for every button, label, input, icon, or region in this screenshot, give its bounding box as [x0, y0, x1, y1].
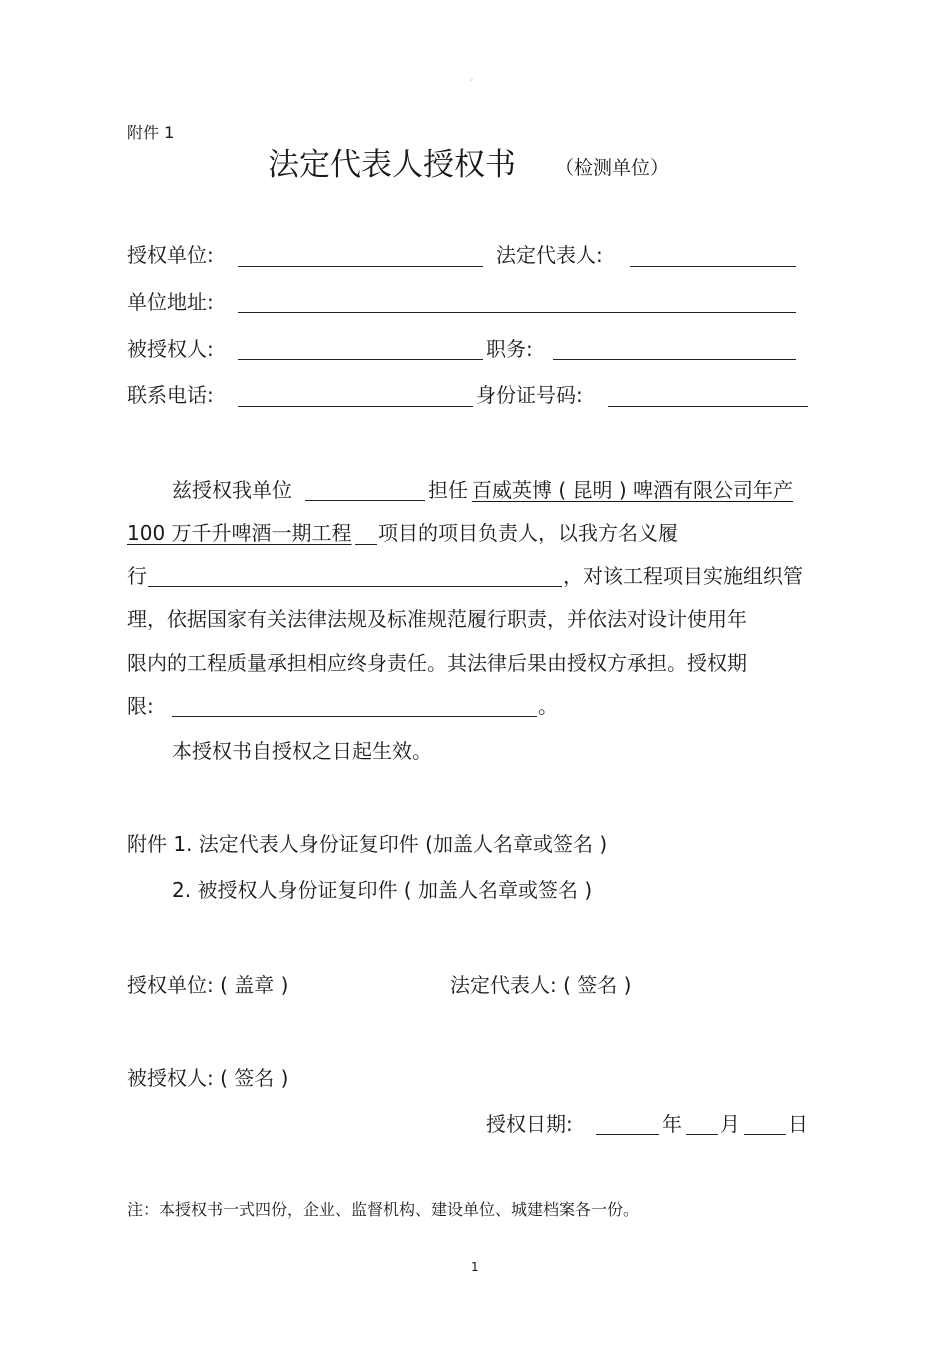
authorized-person-label: 被授权人:	[127, 337, 214, 361]
body-line1-b: 担任	[428, 478, 468, 502]
year-blank[interactable]	[596, 1134, 659, 1135]
body-line4: 理，依据国家有关法律法规及标准规范履行职责，并依法对设计使用年	[127, 607, 747, 631]
body-line1-a: 兹授权我单位	[172, 478, 292, 502]
page-title: 法定代表人授权书	[268, 147, 516, 183]
page-subtitle: （检测单位）	[555, 157, 670, 179]
day-label: 日	[788, 1112, 808, 1136]
phone-blank[interactable]	[238, 406, 473, 407]
project-name-part1: 百威英博 ( 昆明 ) 啤酒有限公司年产	[472, 478, 794, 502]
attachment-label: 附件 1	[127, 123, 175, 142]
page-number: 1	[471, 1260, 479, 1274]
sign-legal-rep: 法定代表人: ( 签名 )	[450, 973, 632, 997]
project-name-part2: 100 万千升啤酒一期工程	[127, 521, 352, 545]
auth-period-blank[interactable]	[172, 716, 537, 717]
body-line3-b: ，对该工程项目实施组织管	[563, 564, 803, 588]
date-label: 授权日期:	[486, 1112, 573, 1136]
performance-blank[interactable]	[148, 586, 562, 587]
unit-address-blank[interactable]	[238, 312, 796, 313]
day-blank[interactable]	[744, 1134, 786, 1135]
month-blank[interactable]	[686, 1134, 718, 1135]
body-line6-a: 限:	[127, 694, 154, 718]
year-label: 年	[662, 1112, 682, 1136]
id-number-blank[interactable]	[608, 406, 808, 407]
phone-label: 联系电话:	[127, 383, 214, 407]
project-underline-tail	[355, 544, 377, 545]
body-line5: 限内的工程质量承担相应终身责任。其法律后果由授权方承担。授权期	[127, 651, 747, 675]
auth-unit-label: 授权单位:	[127, 243, 214, 267]
body-line6-b: 。	[538, 694, 558, 718]
position-blank[interactable]	[553, 359, 796, 360]
position-label: 职务:	[486, 337, 533, 361]
footer-note: 注：本授权书一式四份，企业、监督机构、建设单位、城建档案各一份。	[127, 1200, 640, 1219]
body-line2-rest: 项目的项目负责人，以我方名义履	[378, 521, 678, 545]
auth-unit-blank[interactable]	[238, 266, 483, 267]
legal-rep-label: 法定代表人:	[496, 243, 603, 267]
legal-rep-blank[interactable]	[630, 266, 796, 267]
body-line3-a: 行	[127, 564, 147, 588]
authorized-person-blank[interactable]	[238, 359, 483, 360]
top-mark: 。	[470, 73, 478, 82]
sign-auth-unit: 授权单位: ( 盖章 )	[127, 973, 289, 997]
sign-authorized-person: 被授权人: ( 签名 )	[127, 1066, 289, 1090]
attachment-item-1: 附件 1. 法定代表人身份证复印件 (加盖人名章或签名 )	[127, 832, 608, 856]
effective-statement: 本授权书自授权之日起生效。	[172, 739, 432, 763]
month-label: 月	[720, 1112, 740, 1136]
unit-blank[interactable]	[305, 500, 425, 501]
id-number-label: 身份证号码:	[476, 383, 583, 407]
unit-address-label: 单位地址:	[127, 290, 214, 314]
attachment-item-2: 2. 被授权人身份证复印件 ( 加盖人名章或签名 )	[172, 878, 593, 902]
